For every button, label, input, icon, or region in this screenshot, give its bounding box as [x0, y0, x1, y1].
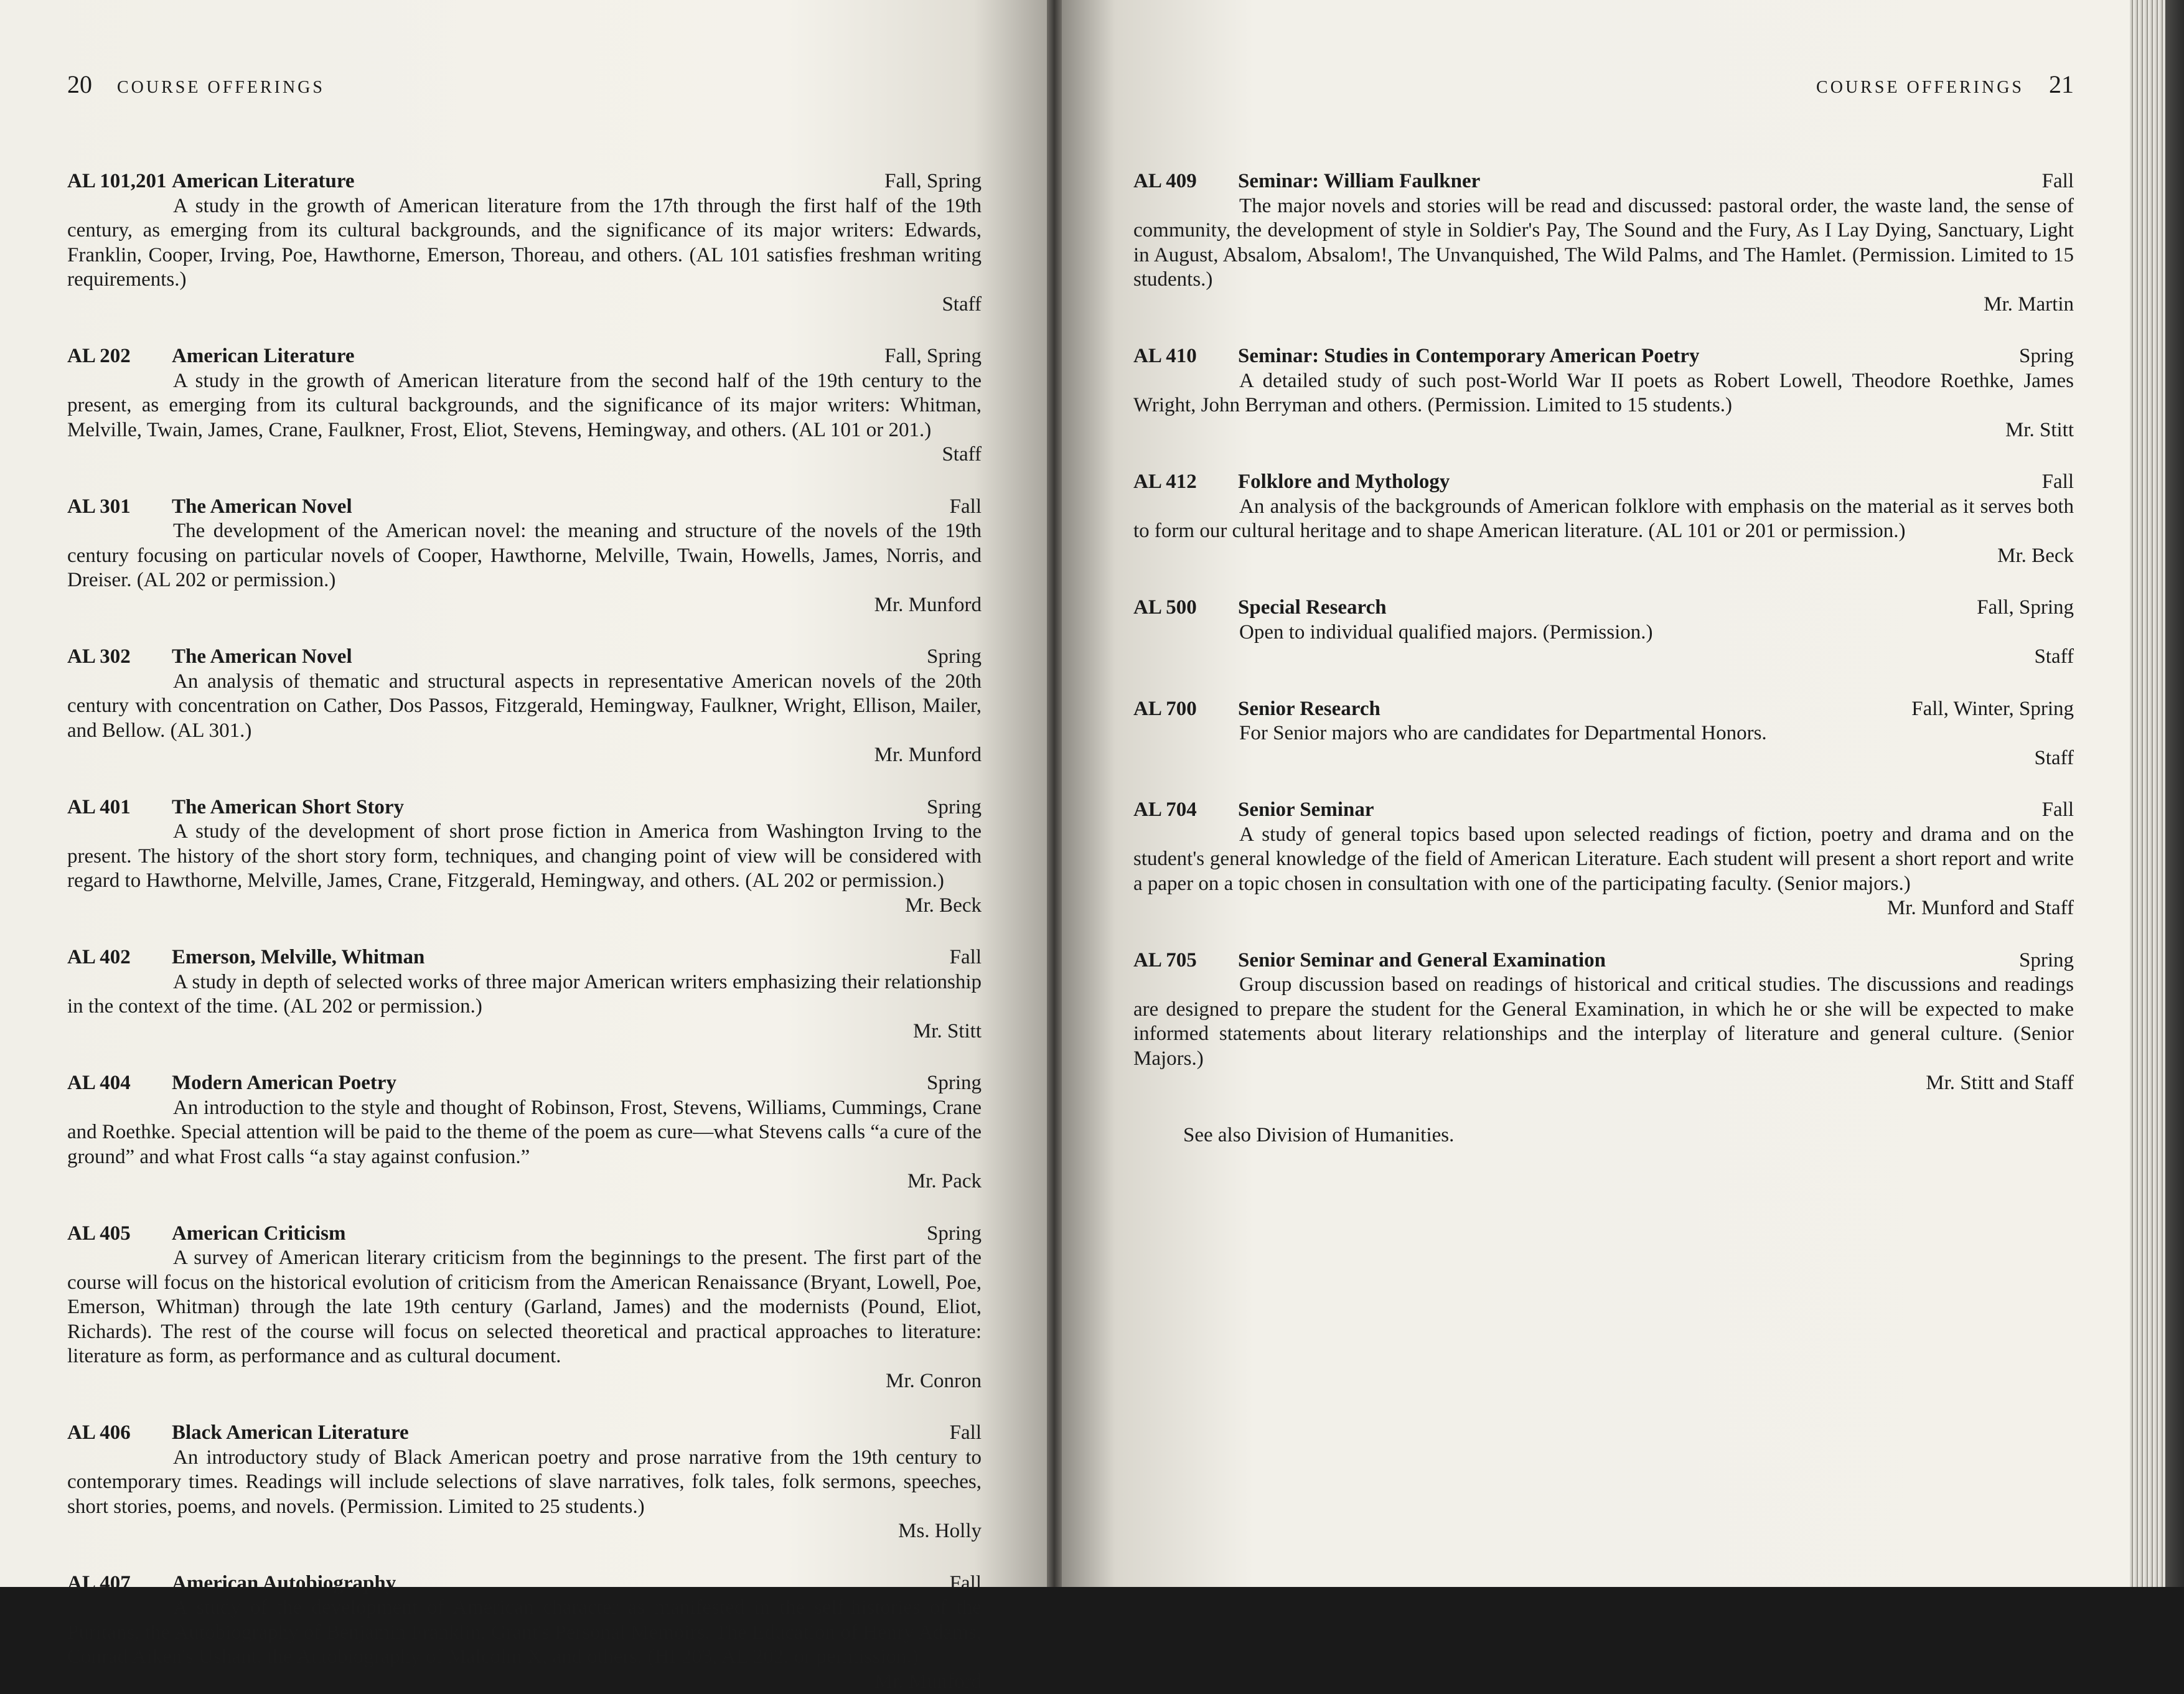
course-term: Spring: [927, 1071, 982, 1096]
course-instructor: Mr. Stitt and Staff: [1133, 1071, 2074, 1096]
course-instructor: Ms. Holly: [67, 1519, 982, 1544]
running-head: [1133, 70, 2074, 107]
course-heading: [67, 169, 982, 194]
course-term: Fall: [950, 945, 982, 970]
course-entry: [67, 645, 982, 768]
course-title: Special Research: [1238, 596, 1977, 620]
course-code: AL 500: [1133, 596, 1238, 620]
course-entry: [67, 795, 982, 919]
page-edges: [2130, 0, 2184, 1587]
course-description: Open to individual qualified majors. (Permission.): [1133, 620, 2074, 645]
course-instructor: Mr. Munford: [67, 743, 982, 768]
course-code: AL 302: [67, 645, 172, 670]
running-head: [67, 70, 982, 107]
page-number: 21: [2049, 70, 2074, 99]
course-title: Emerson, Melville, Whitman: [172, 945, 950, 970]
course-description: The major novels and stories will be read and discussed: pastoral order, the waste land, the sense of community, the development of style in Soldier's Pay, The Sound and the Fury, As I Lay Dying, Sanctuary, Light in August, Absalom, Absalom!, The Unvanquished, The Wild Palms, and The Hamlet. (Permission. Limited to 15 students.): [1133, 194, 2074, 292]
course-entry: [67, 495, 982, 618]
course-term: Fall, Spring: [884, 344, 982, 369]
course-instructor: Staff: [1133, 746, 2074, 771]
course-instructor: Staff: [67, 442, 982, 467]
course-title: Senior Seminar: [1238, 798, 2042, 823]
course-instructor: Mr. Munford and Staff: [1133, 896, 2074, 921]
course-description: An introductory study of Black American poetry and prose narrative from the 19th century to contemporary times. Readings will include selections of slave narratives, folk tales, folk sermons, speeches, short stories, poems, and novels. (Permission. Limited to 25 students.): [67, 1446, 982, 1520]
course-code: AL 401: [67, 795, 172, 820]
course-term: Spring: [927, 1222, 982, 1247]
running-head-title: COURSE OFFERINGS: [117, 78, 325, 98]
course-code: AL 704: [1133, 798, 1238, 823]
course-code: AL 705: [1133, 948, 1238, 973]
course-term: Spring: [927, 645, 982, 670]
course-instructor: Mr. Beck: [67, 894, 982, 919]
course-description: A study of general topics based upon selected readings of fiction, poetry and drama and on the student's general knowledge of the field of American Literature. Each student will present a short report and write a paper on a topic chosen in consultation with one of the participating faculty. (Senior majors.): [1133, 823, 2074, 897]
course-list: [67, 169, 982, 1694]
course-term: Fall: [2042, 470, 2074, 495]
course-title: The American Novel: [172, 495, 950, 520]
course-entry: [67, 1071, 982, 1194]
course-entry: [1133, 697, 2074, 771]
course-heading: [1133, 344, 2074, 369]
course-entry: [1133, 948, 2074, 1096]
course-instructor: Staff: [67, 292, 982, 317]
course-code: AL 202: [67, 344, 172, 369]
course-description: An analysis of thematic and structural aspects in representative American novels of the 20th century with concentration on Cather, Dos Passos, Fitzgerald, Hemingway, Faulkner, Wright, Ellison, Mailer, and Bellow. (AL 301.): [67, 670, 982, 744]
course-instructor: Mr. Beck: [1133, 544, 2074, 569]
course-title: Black American Literature: [172, 1421, 950, 1446]
course-title: Senior Research: [1238, 697, 1911, 722]
course-heading: [67, 495, 982, 520]
course-heading: [67, 645, 982, 670]
course-instructor: Mr. Stitt: [67, 1019, 982, 1044]
course-term: Fall, Spring: [884, 169, 982, 194]
course-title: Folklore and Mythology: [1238, 470, 2042, 495]
course-heading: [67, 1222, 982, 1247]
course-entry: [1133, 596, 2074, 670]
course-heading: [1133, 697, 2074, 722]
course-code: AL 101,201: [67, 169, 172, 194]
course-title: The American Novel: [172, 645, 927, 670]
see-also-note: See also Division of Humanities.: [1183, 1123, 2074, 1148]
course-code: AL 405: [67, 1222, 172, 1247]
course-title: American Criticism: [172, 1222, 927, 1247]
course-description: A detailed study of such post-World War II poets as Robert Lowell, Theodore Roethke, James Wright, John Berryman and others. (Permission. Limited to 15 students.): [1133, 369, 2074, 418]
course-heading: [67, 1571, 982, 1596]
course-heading: [1133, 169, 2074, 194]
course-description: An introduction to the style and thought of Robinson, Frost, Stevens, Williams, Cummings, Crane and Roethke. Special attention will be paid to the theme of the poem as cure—what Stevens calls “a cure of the ground” and what Frost calls “a stay against confusion.”: [67, 1096, 982, 1170]
course-entry: [67, 344, 982, 467]
course-description: The development of the American novel: the meaning and structure of the novels of the 19th century focusing on particular novels of Cooper, Hawthorne, Melville, Twain, Howells, James, Norris, and Dreiser. (AL 202 or permission.): [67, 519, 982, 593]
left-page: [0, 0, 1047, 1587]
course-description: Group discussion based on readings of historical and critical studies. The discussions and readings are designed to prepare the student for the General Examination, in which he or she will be expected to make informed statements about literary relationships and the interplay of literature and general culture. (Senior Majors.): [1133, 973, 2074, 1071]
course-description: A study of the development of American character as manifested in the self-histories of the Puritans, the Autobiography of Benjamin Franklin, Grant's Personal Memoirs, The Education of Henry Adams, Conrad Aiken's Ushant, the Autobiography of Malcolm X, and others. (HI 203, AL 202, or permission.): [67, 1596, 982, 1670]
course-title: Senior Seminar and General Examination: [1238, 948, 2019, 973]
course-title: American Literature: [172, 169, 884, 194]
course-code: AL 412: [1133, 470, 1238, 495]
course-instructor: Mr. Martin: [1133, 292, 2074, 317]
course-entry: [67, 1222, 982, 1394]
course-entry: [67, 945, 982, 1044]
running-head-title: COURSE OFFERINGS: [1816, 78, 2024, 98]
course-title: The American Short Story: [172, 795, 927, 820]
course-instructor: Mr. Stitt: [1133, 418, 2074, 443]
course-heading: [1133, 948, 2074, 973]
right-page: [1062, 0, 2130, 1587]
course-heading: [67, 1071, 982, 1096]
course-instructor: Staff: [1133, 645, 2074, 670]
course-code: AL 407: [67, 1571, 172, 1596]
course-code: AL 406: [67, 1421, 172, 1446]
course-entry: [1133, 344, 2074, 442]
course-heading: [67, 945, 982, 970]
course-title: Modern American Poetry: [172, 1071, 927, 1096]
course-title: Seminar: Studies in Contemporary American Poetry: [1238, 344, 2019, 369]
course-term: Fall: [950, 495, 982, 520]
course-title: Seminar: William Faulkner: [1238, 169, 2042, 194]
course-instructor: Mr. Munford: [67, 593, 982, 618]
course-heading: [1133, 798, 2074, 823]
course-title: American Literature: [172, 344, 884, 369]
course-entry: [1133, 798, 2074, 921]
course-term: Fall: [2042, 169, 2074, 194]
course-entry: [67, 1571, 982, 1694]
course-code: AL 404: [67, 1071, 172, 1096]
course-code: AL 402: [67, 945, 172, 970]
course-heading: [1133, 596, 2074, 620]
course-description: A study of the development of short prose fiction in America from Washington Irving to the present. The history of the short story form, techniques, and changing point of view will be considered with regard to Hawthorne, Melville, James, Crane, Fitzgerald, Hemingway, and others. (AL 202 or permission.): [67, 820, 982, 894]
page-number: 20: [67, 70, 92, 99]
book-gutter: [1047, 0, 1062, 1587]
course-description: An analysis of the backgrounds of American folklore with emphasis on the material as it serves both to form our cultural heritage and to shape American literature. (AL 101 or 201 or permission.): [1133, 495, 2074, 544]
course-term: Spring: [927, 795, 982, 820]
course-term: Fall, Winter, Spring: [1911, 697, 2074, 722]
course-heading: [67, 344, 982, 369]
course-title: American Autobiography: [172, 1571, 950, 1596]
course-code: AL 409: [1133, 169, 1238, 194]
course-heading: [67, 1421, 982, 1446]
course-instructor: Mr. Munford: [67, 1670, 982, 1694]
course-term: Fall: [950, 1571, 982, 1596]
course-instructor: Mr. Conron: [67, 1369, 982, 1394]
course-description: For Senior majors who are candidates for Departmental Honors.: [1133, 721, 2074, 746]
course-list: [1133, 169, 2074, 1096]
course-entry: [1133, 470, 2074, 568]
course-description: A study in the growth of American literature from the second half of the 19th century to the present, as emerging from its cultural backgrounds, and the significance of its major writers: Whitman, Melville, Twain, James, Crane, Faulkner, Frost, Eliot, Stevens, Hemingway, and others. (AL 101 or 201.): [67, 369, 982, 443]
course-description: A survey of American literary criticism from the beginnings to the present. The first part of the course will focus on the historical evolution of criticism from the American Renaissance (Bryant, Lowell, Poe, Emerson, Whitman) through the late 19th century (Garland, James) and the modernists (Pound, Eliot, Richards). The rest of the course will focus on selected theoretical and practical approaches to literature: literature as form, as performance and as cultural document.: [67, 1246, 982, 1369]
course-code: AL 700: [1133, 697, 1238, 722]
course-description: A study in the growth of American literature from the 17th through the first half of the 19th century, as emerging from its cultural backgrounds, and the significance of its major writers: Edwards, Franklin, Cooper, Irving, Poe, Hawthorne, Emerson, Thoreau, and others. (AL 101 satisfies freshman writing requirements.): [67, 194, 982, 292]
course-heading: [1133, 470, 2074, 495]
course-term: Spring: [2019, 948, 2074, 973]
course-entry: [67, 169, 982, 317]
course-entry: [1133, 169, 2074, 317]
course-entry: [67, 1421, 982, 1544]
course-term: Fall: [950, 1421, 982, 1446]
course-code: AL 410: [1133, 344, 1238, 369]
course-term: Fall, Spring: [1977, 596, 2074, 620]
course-instructor: Mr. Pack: [67, 1169, 982, 1194]
course-code: AL 301: [67, 495, 172, 520]
course-term: Fall: [2042, 798, 2074, 823]
course-heading: [67, 795, 982, 820]
course-term: Spring: [2019, 344, 2074, 369]
course-description: A study in depth of selected works of three major American writers emphasizing their relationship in the context of the time. (AL 202 or permission.): [67, 970, 982, 1019]
